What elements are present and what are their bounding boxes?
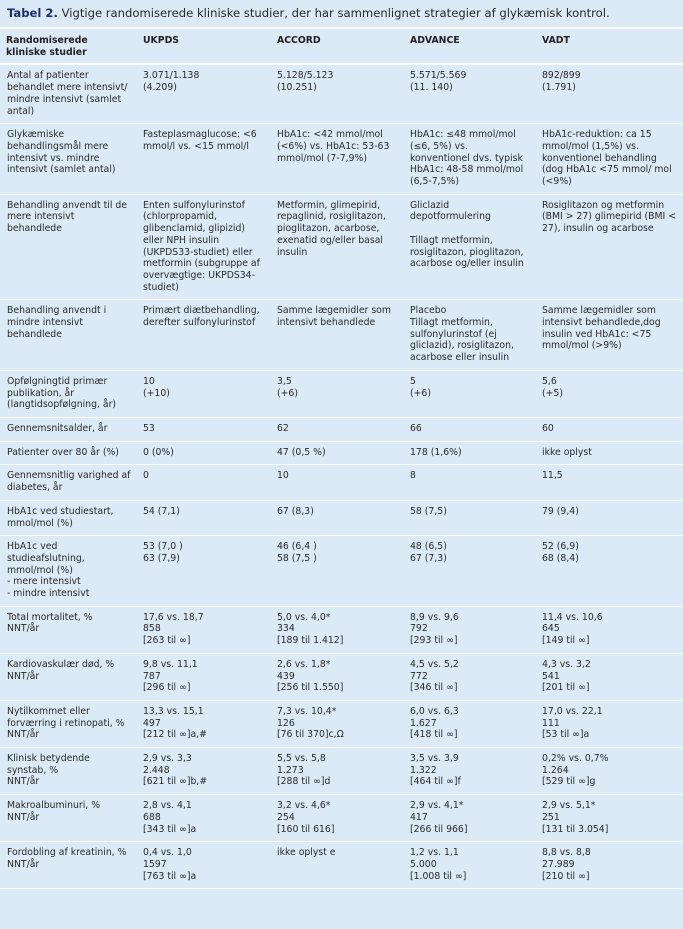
row-label (0, 417, 137, 441)
cell-vadt (536, 465, 683, 500)
table-row (0, 417, 683, 441)
cell-accord (271, 500, 404, 535)
row-label-text: HbA1c ved studieafslutning, mmol/mol (%) - mere intensivt - mindre intensivt (7, 541, 90, 600)
cell-vadt (536, 64, 683, 123)
cell-text: 47 (0,5 %) (277, 446, 326, 458)
cell-text: Samme lægemidler som intensivt behandlede,dog insulin ved HbA1c: <75 mmol/mol (>9%) (542, 305, 661, 352)
row-label-text: Total mortalitet, % NNT/år (7, 611, 93, 635)
table-row (0, 441, 683, 465)
cell-text: 2,6 vs. 1,8* 439 [256 til 1.550] (277, 658, 344, 694)
cell-advance (404, 842, 536, 889)
cell-ukpds (137, 124, 271, 195)
cell-text: 7,3 vs. 10,4* 126 [76 til 370]c,Ω (277, 705, 344, 741)
cell-advance (404, 700, 536, 747)
row-label (0, 500, 137, 535)
cell-accord (271, 124, 404, 195)
row-label-text: Opfølgningtid primær publikation, år (langtidsopfølgning, år) (7, 375, 117, 411)
cell-accord (271, 300, 404, 371)
row-label (0, 194, 137, 300)
cell-text: 5,6 (+5) (542, 375, 563, 399)
cell-text: 5,5 vs. 5,8 1.273 [288 til ∞]d (277, 753, 331, 788)
cell-text: 11,5 (542, 470, 563, 482)
table-caption-label: Tabel 2. (7, 6, 58, 20)
table-row (0, 64, 683, 123)
cell-text: HbA1c-reduktion: ca 15 mmol/mol (1,5%) vs. konventionel behandling (dog HbA1c <75 mmol/ mol (<9%) (542, 129, 672, 188)
cell-text: 17,0 vs. 22,1 111 [53 til ∞]a (542, 705, 603, 741)
row-label-text: Nytilkommet eller forværring i retinopati, % NNT/år (7, 705, 125, 741)
cell-accord (271, 700, 404, 747)
cell-text: 3,5 (+6) (277, 375, 298, 399)
cell-advance (404, 748, 536, 795)
header-ukpds: UKPDS (137, 29, 271, 64)
cell-advance (404, 417, 536, 441)
cell-ukpds (137, 653, 271, 700)
cell-text: 11,4 vs. 10,6 645 [149 til ∞] (542, 611, 603, 647)
cell-text: Metformin, glimepirid, repaglinid, rosiglitazon, pioglitazon, acarbose, exenatid og/eller basal insulin (277, 199, 386, 258)
cell-ukpds (137, 842, 271, 889)
cell-text: HbA1c: ≤48 mmol/mol (≤6, 5%) vs. konventionel dvs. typisk HbA1c: 48-58 mmol/mol (6,5-7,5%) (410, 129, 524, 188)
header-study-label: Randomiserede kliniske studier (0, 29, 137, 64)
cell-text: 13,3 vs. 15,1 497 [212 til ∞]a,# (143, 705, 207, 741)
cell-text: 0 (0%) (143, 446, 174, 458)
cell-text: HbA1c: <42 mmol/mol (<6%) vs. HbA1c: 53-63 mmol/mol (7-7,9%) (277, 129, 390, 164)
row-label-text: HbA1c ved studiestart, mmol/mol (%) (7, 505, 114, 529)
cell-text: 5.571/5.569 (11. 140) (410, 70, 467, 94)
cell-text: 1,2 vs. 1,1 5.000 [1.008 til ∞] (410, 847, 467, 882)
table-row (0, 653, 683, 700)
cell-vadt (536, 536, 683, 607)
cell-accord (271, 606, 404, 653)
cell-text: Enten sulfonylurinstof (chlorpropamid, glibenclamid, glipizid) eller NPH insulin (UKPDS33-studiet) eller metformin (subgruppe af overvægtige: UKPDS34-studiet) (143, 199, 260, 293)
cell-advance (404, 500, 536, 535)
cell-accord (271, 64, 404, 123)
cell-ukpds (137, 700, 271, 747)
cell-ukpds (137, 64, 271, 123)
row-label-text: Kardiovaskulær død, % NNT/år (7, 658, 115, 682)
cell-text: 67 (8,3) (277, 505, 314, 517)
table-caption (0, 6, 683, 29)
table-caption-text: Vigtige randomiserede kliniske studier, der har sammenlignet strategier af glykæmisk kontrol. (57, 6, 610, 20)
cell-text: 58 (7,5) (410, 505, 447, 517)
cell-vadt (536, 124, 683, 195)
cell-ukpds (137, 795, 271, 842)
cell-accord (271, 465, 404, 500)
cell-vadt (536, 700, 683, 747)
cell-text: 5 (+6) (410, 375, 431, 399)
cell-vadt (536, 417, 683, 441)
table-row (0, 124, 683, 195)
row-label-text: Gennemsnitsalder, år (7, 422, 108, 434)
table-row (0, 606, 683, 653)
cell-text: 6,0 vs. 6,3 1.627 [418 til ∞] (410, 705, 459, 741)
cell-advance (404, 64, 536, 123)
cell-advance (404, 300, 536, 371)
cell-accord (271, 842, 404, 889)
cell-ukpds (137, 500, 271, 535)
cell-text: 60 (542, 422, 554, 434)
cell-text: 10 (277, 470, 289, 482)
table-row (0, 536, 683, 607)
cell-text: 48 (6,5) 67 (7,3) (410, 541, 447, 564)
row-label-text: Behandling anvendt i mindre intensivt behandlede (7, 305, 107, 340)
row-label (0, 64, 137, 123)
row-label (0, 300, 137, 371)
cell-advance (404, 465, 536, 500)
row-label (0, 748, 137, 795)
cell-text: Fasteplasmaglucose: <6 mmol/l vs. <15 mmol/l (143, 129, 257, 152)
cell-text: 46 (6,4 ) 58 (7,5 ) (277, 541, 317, 564)
cell-text: 66 (410, 422, 422, 434)
cell-text: Primært diætbehandling, derefter sulfonylurinstof (143, 305, 260, 329)
table-row (0, 795, 683, 842)
row-label (0, 465, 137, 500)
row-label-text: Klinisk betydende synstab, % NNT/år (7, 753, 90, 788)
cell-text: Placebo Tillagt metformin, sulfonylurinstof (ej gliclazid), rosiglitazon, acarbose eller insulin (410, 305, 514, 364)
cell-text: 53 (143, 422, 155, 434)
row-label-text: Antal af patienter behandlet mere intensivt/ mindre intensivt (samlet antal) (7, 70, 128, 117)
cell-vadt (536, 748, 683, 795)
cell-vadt (536, 795, 683, 842)
cell-text: 0 (143, 470, 149, 482)
cell-text: 3,5 vs. 3,9 1.322 [464 til ∞]f (410, 753, 461, 788)
row-label-text: Makroalbuminuri, % NNT/år (7, 800, 101, 823)
cell-text: 8 (410, 470, 416, 482)
cell-text: 4,5 vs. 5,2 772 [346 til ∞] (410, 658, 459, 694)
row-label (0, 124, 137, 195)
cell-advance (404, 536, 536, 607)
cell-text: Gliclazid depotformulering Tillagt metformin, rosiglitazon, pioglitazon, acarbose og/eller insulin (410, 199, 524, 270)
cell-text: 5.128/5.123 (10.251) (277, 70, 334, 94)
cell-accord (271, 417, 404, 441)
row-label (0, 441, 137, 465)
cell-text: 4,3 vs. 3,2 541 [201 til ∞] (542, 658, 591, 694)
table-row (0, 194, 683, 300)
cell-ukpds (137, 606, 271, 653)
cell-ukpds (137, 465, 271, 500)
row-label-text: Gennemsnitlig varighed af diabetes, år (7, 470, 131, 494)
header-vadt: VADT (536, 29, 683, 64)
cell-text: 10 (+10) (143, 375, 170, 399)
header-accord: ACCORD (271, 29, 404, 64)
cell-vadt (536, 370, 683, 417)
table-row (0, 842, 683, 889)
cell-text: 2,8 vs. 4,1 688 [343 til ∞]a (143, 800, 197, 835)
cell-advance (404, 370, 536, 417)
cell-vadt (536, 441, 683, 465)
row-label (0, 370, 137, 417)
cell-text: 3.071/1.138 (4.209) (143, 70, 200, 94)
cell-text: 0,4 vs. 1,0 1597 [763 til ∞]a (143, 847, 197, 882)
row-label (0, 653, 137, 700)
cell-vadt (536, 500, 683, 535)
cell-text: Rosiglitazon og metformin (BMI > 27) glimepirid (BMI < 27), insulin og acarbose (542, 199, 676, 235)
row-label (0, 842, 137, 889)
cell-accord (271, 795, 404, 842)
cell-ukpds (137, 194, 271, 300)
cell-vadt (536, 842, 683, 889)
cell-ukpds (137, 370, 271, 417)
cell-text: 54 (7,1) (143, 505, 180, 517)
cell-vadt (536, 300, 683, 371)
row-label (0, 536, 137, 607)
cell-text: 53 (7,0 ) 63 (7,9) (143, 541, 183, 564)
cell-text: 9,8 vs. 11,1 787 [296 til ∞] (143, 658, 198, 694)
cell-advance (404, 606, 536, 653)
cell-ukpds (137, 441, 271, 465)
cell-ukpds (137, 536, 271, 607)
cell-accord (271, 536, 404, 607)
table-row (0, 300, 683, 371)
cell-accord (271, 441, 404, 465)
cell-text: 62 (277, 422, 289, 434)
cell-advance (404, 795, 536, 842)
row-label (0, 795, 137, 842)
cell-text: 892/899 (1.791) (542, 70, 581, 94)
row-label (0, 700, 137, 747)
cell-text: 178 (1,6%) (410, 446, 462, 458)
cell-text: 2,9 vs. 5,1* 251 [131 til 3.054] (542, 800, 609, 835)
cell-text: 2,9 vs. 3,3 2.448 [621 til ∞]b,# (143, 753, 208, 788)
comparison-table (0, 29, 683, 889)
cell-text: 5,0 vs. 4,0* 334 [189 til 1.412] (277, 611, 344, 647)
table-row (0, 700, 683, 747)
cell-advance (404, 124, 536, 195)
table-header-row (0, 29, 683, 64)
cell-text: 3,2 vs. 4,6* 254 [160 til 616] (277, 800, 335, 835)
table-row (0, 748, 683, 795)
cell-text: 79 (9,4) (542, 505, 579, 517)
table-row (0, 465, 683, 500)
cell-text: Samme lægemidler som intensivt behandlede (277, 305, 391, 329)
cell-text: 0,2% vs. 0,7% 1.264 [529 til ∞]g (542, 753, 609, 788)
cell-accord (271, 370, 404, 417)
cell-accord (271, 194, 404, 300)
table-row (0, 370, 683, 417)
cell-ukpds (137, 417, 271, 441)
header-advance: ADVANCE (404, 29, 536, 64)
table-row (0, 500, 683, 535)
cell-text: 17,6 vs. 18,7 858 [263 til ∞] (143, 611, 204, 647)
cell-text: 52 (6,9) 68 (8,4) (542, 541, 579, 564)
cell-text: 8,8 vs. 8,8 27.989 [210 til ∞] (542, 847, 591, 882)
cell-vadt (536, 606, 683, 653)
cell-ukpds (137, 300, 271, 371)
cell-ukpds (137, 748, 271, 795)
cell-accord (271, 748, 404, 795)
cell-text: ikke oplyst e (277, 847, 336, 859)
cell-advance (404, 441, 536, 465)
cell-advance (404, 653, 536, 700)
row-label-text: Fordobling af kreatinin, % NNT/år (7, 847, 127, 870)
row-label-text: Glykæmiske behandlingsmål mere intensivt vs. mindre intensivt (samlet antal) (7, 129, 116, 176)
cell-vadt (536, 194, 683, 300)
row-label (0, 606, 137, 653)
row-label-text: Patienter over 80 år (%) (7, 446, 119, 458)
cell-accord (271, 653, 404, 700)
row-label-text: Behandling anvendt til de mere intensivt behandlede (7, 199, 127, 235)
cell-text: ikke oplyst (542, 446, 592, 458)
cell-vadt (536, 653, 683, 700)
cell-text: 2,9 vs. 4,1* 417 [266 til 966] (410, 800, 468, 835)
cell-text: 8,9 vs. 9,6 792 [293 til ∞] (410, 611, 459, 647)
cell-advance (404, 194, 536, 300)
